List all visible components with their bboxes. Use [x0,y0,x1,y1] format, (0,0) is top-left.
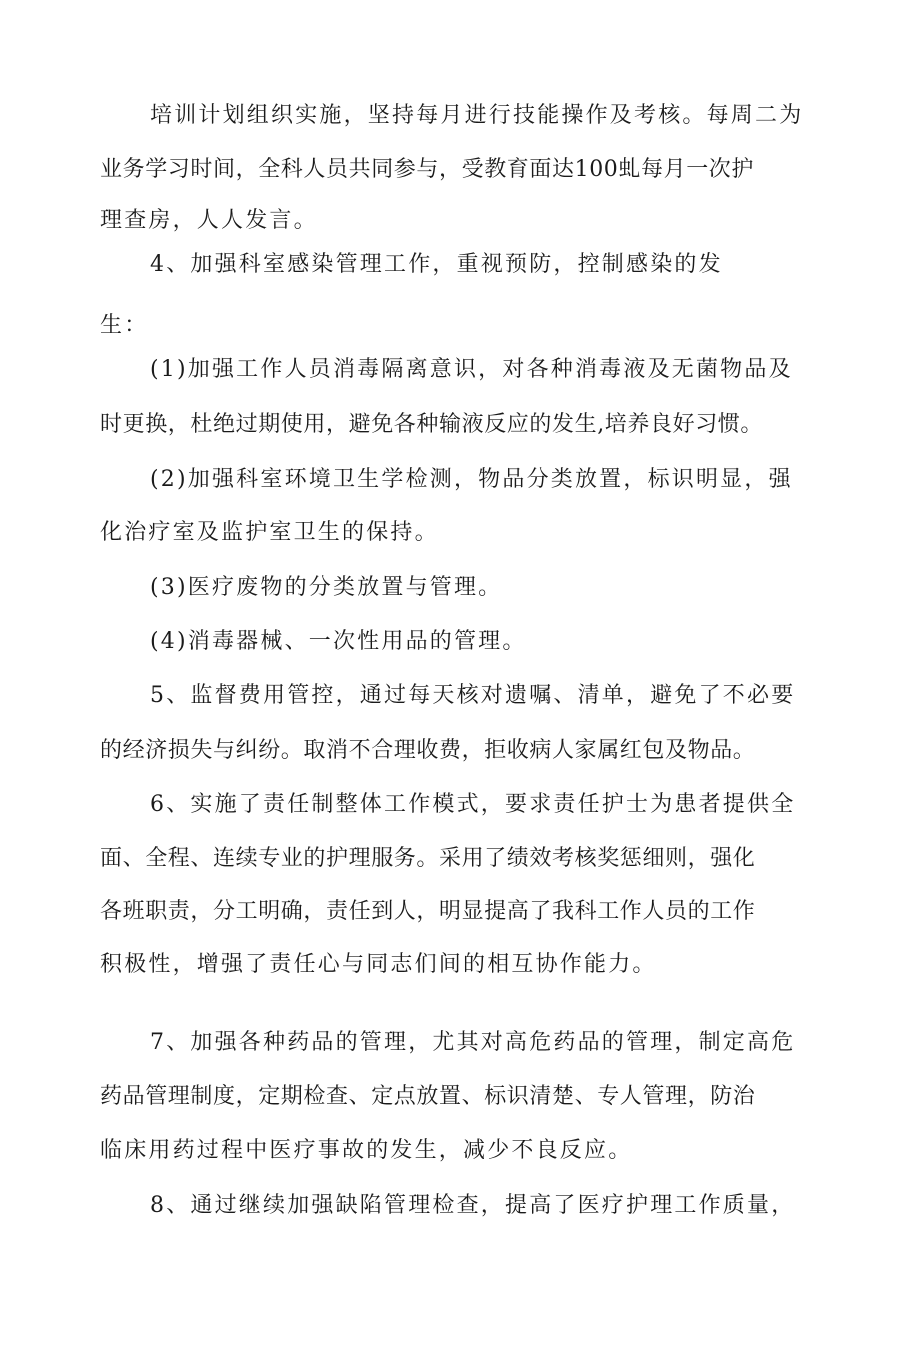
text-line: 8、通过继续加强缺陷管理检查，提高了医疗护理工作质量， [150,1193,796,1218]
text-line: 4、加强科室感染管理工作，重视预防，控制感染的发 [150,252,723,277]
text-line: 7、加强各种药品的管理，尤其对高危药品的管理，制定高危 [150,1030,796,1055]
text-line: 6、实施了责任制整体工作模式，要求责任护士为患者提供全 [150,792,796,817]
text-line: 5、监督费用管控，通过每天核对遗嘱、清单，避免了不必要 [150,683,796,708]
text-line: 面、全程、连续专业的护理服务。采用了绩效考核奖惩细则，强化 [100,846,756,871]
text-line: 理查房，人人发言。 [100,208,318,233]
text-line: 临床用药过程中医疗事故的发生，减少不良反应。 [100,1138,633,1163]
text-line: (1)加强工作人员消毒隔离意识，对各种消毒液及无菌物品及 [150,357,793,382]
text-line: 各班职责，分工明确，责任到人，明显提高了我科工作人员的工作 [100,899,756,924]
text-line: (2)加强科室环境卫生学检测，物品分类放置，标识明显，强 [150,467,793,492]
text-line: (4)消毒器械、一次性用品的管理。 [150,629,527,654]
text-line: 的经济损失与纠纷。取消不合理收费，拒收病人家属红包及物品。 [100,738,756,763]
text-line: 业务学习时间，全科人员共同参与，受教育面达100虬每月一次护 [100,157,754,182]
text-line: 时更换，杜绝过期使用，避免各种输液反应的发生,培养良好习惯。 [100,412,763,437]
text-line: 生： [100,313,149,338]
text-line: (3)医疗废物的分类放置与管理。 [150,575,503,600]
text-line: 培训计划组织实施，坚持每月进行技能操作及考核。每周二为 [150,103,804,128]
text-line: 药品管理制度，定期检查、定点放置、标识清楚、专人管理，防治 [100,1084,756,1109]
text-line: 化治疗室及监护室卫生的保持。 [100,520,439,545]
text-line: 积极性，增强了责任心与同志们间的相互协作能力。 [100,952,657,977]
